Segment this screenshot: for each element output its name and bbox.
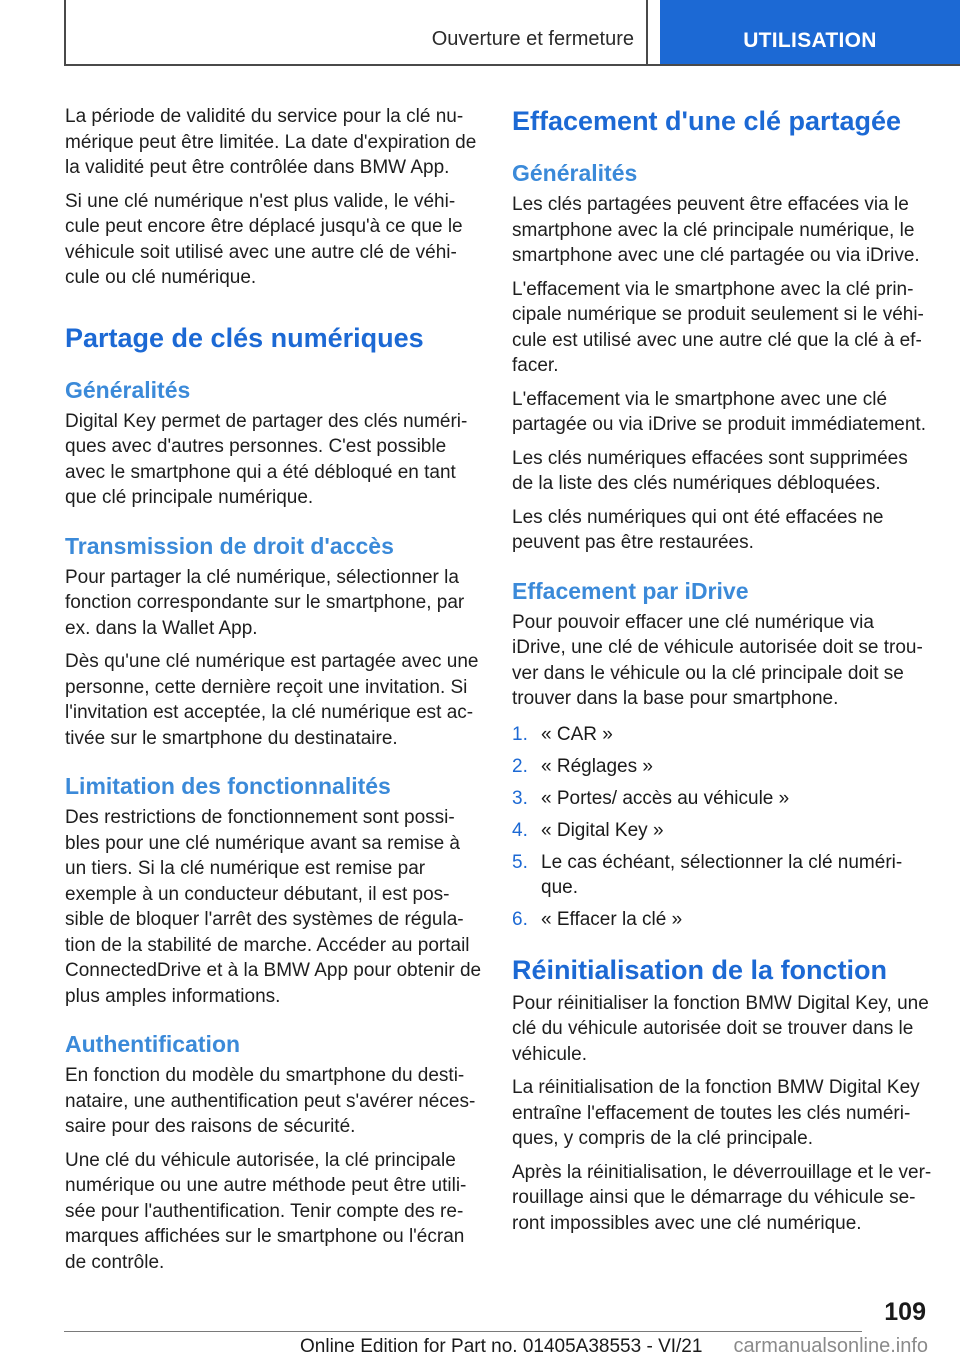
running-header-section: Ouverture et fermeture bbox=[64, 0, 648, 64]
body-paragraph: La réinitialisation de la fonction BMW Digital Key entraîne l'effacement de toutes les clés numéri-ques, y compris de la clé principale. bbox=[512, 1077, 920, 1149]
step-text: « CAR » bbox=[541, 723, 613, 745]
step-number: 3. bbox=[512, 787, 528, 809]
subheading-idrive-deletion: Effacement par iDrive bbox=[512, 577, 749, 604]
step-number: 6. bbox=[512, 909, 528, 930]
left-column bbox=[65, 104, 485, 1283]
step-text: « Réglages » bbox=[541, 755, 653, 777]
step-item bbox=[512, 850, 932, 901]
body-paragraph: Pour pouvoir effacer une clé numérique via iDrive, une clé de véhicule autorisée doit se trou-ver dans le véhicule ou la clé principale doit se trouver dans la base pour smartphone. bbox=[512, 611, 923, 709]
step-item bbox=[512, 722, 932, 748]
step-number: 2. bbox=[512, 755, 528, 777]
body-paragraph: L'effacement via le smartphone avec la clé prin-cipale numérique se produit seulement si le véhi-cule est utilisé avec une autre clé que la clé à ef-facer. bbox=[512, 278, 924, 376]
step-item bbox=[512, 818, 932, 844]
header-rule bbox=[64, 64, 960, 66]
steps-list bbox=[512, 722, 932, 933]
footer-rule bbox=[64, 1331, 862, 1332]
step-number: 4. bbox=[512, 819, 528, 841]
edition-footer: Online Edition for Part no. 01405A38553 - VI/21 bbox=[300, 1336, 703, 1357]
step-text: Le cas échéant, sélectionner la clé numéri-que. bbox=[541, 851, 903, 898]
chapter-tab: UTILISATION bbox=[660, 0, 960, 64]
page-number: 109 bbox=[884, 1298, 926, 1326]
body-paragraph: Dès qu'une clé numérique est partagée avec une personne, cette dernière reçoit une invitation. Si l'invitation est acceptée, la clé numérique est ac-tivée sur le smartphone du destinataire. bbox=[65, 651, 479, 749]
right-column bbox=[512, 104, 932, 1244]
step-number: 5. bbox=[512, 851, 528, 873]
subheading-access-transfer: Transmission de droit d'accès bbox=[65, 532, 394, 559]
intro-paragraph: Si une clé numérique n'est plus valide, le véhi-cule peut encore être déplacé jusqu'à ce que le véhicule soit utilisé avec une autre clé de véhi-cule ou clé numérique. bbox=[65, 190, 463, 288]
step-item bbox=[512, 754, 932, 780]
section-heading-deletion: Effacement d'une clé partagée bbox=[512, 106, 902, 136]
body-paragraph: Après la réinitialisation, le déverrouillage et le ver-rouillage ainsi que le démarrage du véhicule se-ront impossibles avec une clé numérique. bbox=[512, 1161, 932, 1234]
subheading-authentication: Authentification bbox=[65, 1031, 241, 1057]
section-heading-reset: Réinitialisation de la fonction bbox=[512, 954, 888, 985]
body-paragraph: Digital Key permet de partager des clés numéri-ques avec d'autres personnes. C'est possible avec le smartphone qui a été débloqué en tant que clé principale numérique. bbox=[65, 410, 468, 508]
body-paragraph: Les clés numériques effacées sont supprimées de la liste des clés numériques débloquées. bbox=[512, 447, 908, 494]
body-paragraph: Des restrictions de fonctionnement sont possi-bles pour une clé numérique avant sa remise à un tiers. Si la clé numérique est remise par exemple à un conducteur débutant, il est pos-sible de bloquer l'arrêt des systèmes de régula-tion de la stabilité de marche. Accéder au portail ConnectedDrive et à la BMW App pour obtenir de plus amples informations. bbox=[65, 807, 482, 1007]
step-text: « Portes/ accès au véhicule » bbox=[541, 787, 790, 809]
step-text: « Effacer la clé » bbox=[541, 909, 683, 930]
intro-paragraph: La période de validité du service pour la clé nu-mérique peut être limitée. La date d'expiration de la validité peut être contrôlée dans BMW App. bbox=[65, 106, 477, 178]
section-heading-sharing: Partage de clés numériques bbox=[65, 322, 424, 353]
watermark: carmanualsonline.info bbox=[733, 1335, 928, 1357]
step-text: « Digital Key » bbox=[541, 819, 664, 841]
body-paragraph: L'effacement via le smartphone avec une clé partagée ou via iDrive se produit immédiatement. bbox=[512, 388, 926, 435]
step-number: 1. bbox=[512, 723, 528, 745]
body-paragraph: En fonction du modèle du smartphone du desti-nataire, une authentification peut s'avérer néces-saire pour des raisons de sécurité. bbox=[65, 1065, 476, 1137]
body-paragraph: Pour réinitialiser la fonction BMW Digital Key, une clé du véhicule autorisée doit se trouver dans le véhicule. bbox=[512, 992, 929, 1065]
step-item bbox=[512, 786, 932, 812]
body-paragraph: Les clés numériques qui ont été effacées ne peuvent pas être restaurées. bbox=[512, 506, 884, 553]
subheading-general: Généralités bbox=[512, 160, 638, 186]
subheading-limitations: Limitation des fonctionnalités bbox=[65, 773, 391, 799]
step-item bbox=[512, 907, 932, 933]
body-paragraph: Pour partager la clé numérique, sélectionner la fonction correspondante sur le smartphone, par ex. dans la Wallet App. bbox=[65, 566, 465, 639]
body-paragraph: Les clés partagées peuvent être effacées via le smartphone avec la clé principale numérique, le smartphone avec une clé partagée ou via iDrive. bbox=[512, 194, 920, 266]
body-paragraph: Une clé du véhicule autorisée, la clé principale numérique ou une autre méthode peut être utili-sée pour l'authentification. Tenir compte des re-marques affichées sur le smartphone ou l'écran de contrôle. bbox=[65, 1149, 467, 1273]
subheading-general: Généralités bbox=[65, 376, 191, 403]
